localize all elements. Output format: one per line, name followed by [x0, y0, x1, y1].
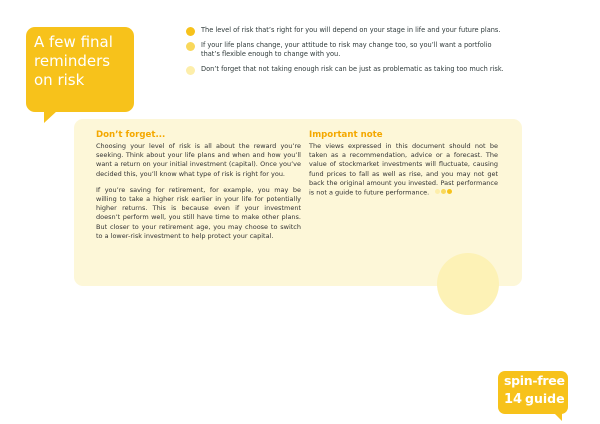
decorative-dots-icon: [435, 188, 453, 197]
key-point-text: The level of risk that’s right for you will depend on your stage in life and your future plans.: [201, 26, 501, 34]
page-title: A few final reminders on risk: [34, 33, 113, 89]
key-point: [186, 41, 506, 60]
dont-forget-section: [96, 130, 301, 248]
dont-forget-paragraph: If you’re saving for retirement, for example, you may be willing to take a higher risk earlier in your life for potentially higher returns. This is because even if your investment doesn’t perform well, you still have time to make other plans. But closer to your retirement age, you may choose to switch to a lower-risk investment to help protect your capital.: [96, 185, 301, 240]
important-note-paragraph: [309, 142, 498, 198]
bullet-dot-icon: [186, 66, 195, 75]
key-point-text: If your life plans change, your attitude to risk may change too, so you’ll want a portfolio that’s flexible enough to change with you.: [201, 40, 492, 59]
logo-wordmark: spin-free: [504, 373, 565, 388]
key-point: [186, 65, 506, 75]
logo-guide-text: guide: [525, 391, 565, 406]
key-point-text: Don’t forget that not taking enough risk can be just as problematic as taking too much risk.: [201, 64, 504, 73]
page-number: 14: [504, 392, 523, 407]
important-note-text: The views expressed in this document should not be taken as a recommendation, advice or a forecast. The value of stockmarket investments will fluctuate, causing fund prices to fall as well as rise, and you may not get back the original amount you invested. Past performance is not a guide to future performance.: [309, 142, 498, 197]
dont-forget-heading: Don’t forget...: [96, 130, 166, 140]
key-points-list: [186, 26, 506, 79]
decorative-circle: [437, 253, 499, 315]
dont-forget-paragraph: Choosing your level of risk is all about the reward you’re seeking. Think about your life plans and when and how you’ll want a return on your initial investment (capital). Once you’ve decided this, you’ll know what type of risk is right for you.: [96, 142, 301, 178]
bullet-dot-icon: [186, 27, 195, 36]
important-note-section: [309, 130, 498, 205]
key-point: [186, 26, 506, 36]
bullet-dot-icon: [186, 42, 195, 51]
important-note-heading: Important note: [309, 130, 383, 140]
